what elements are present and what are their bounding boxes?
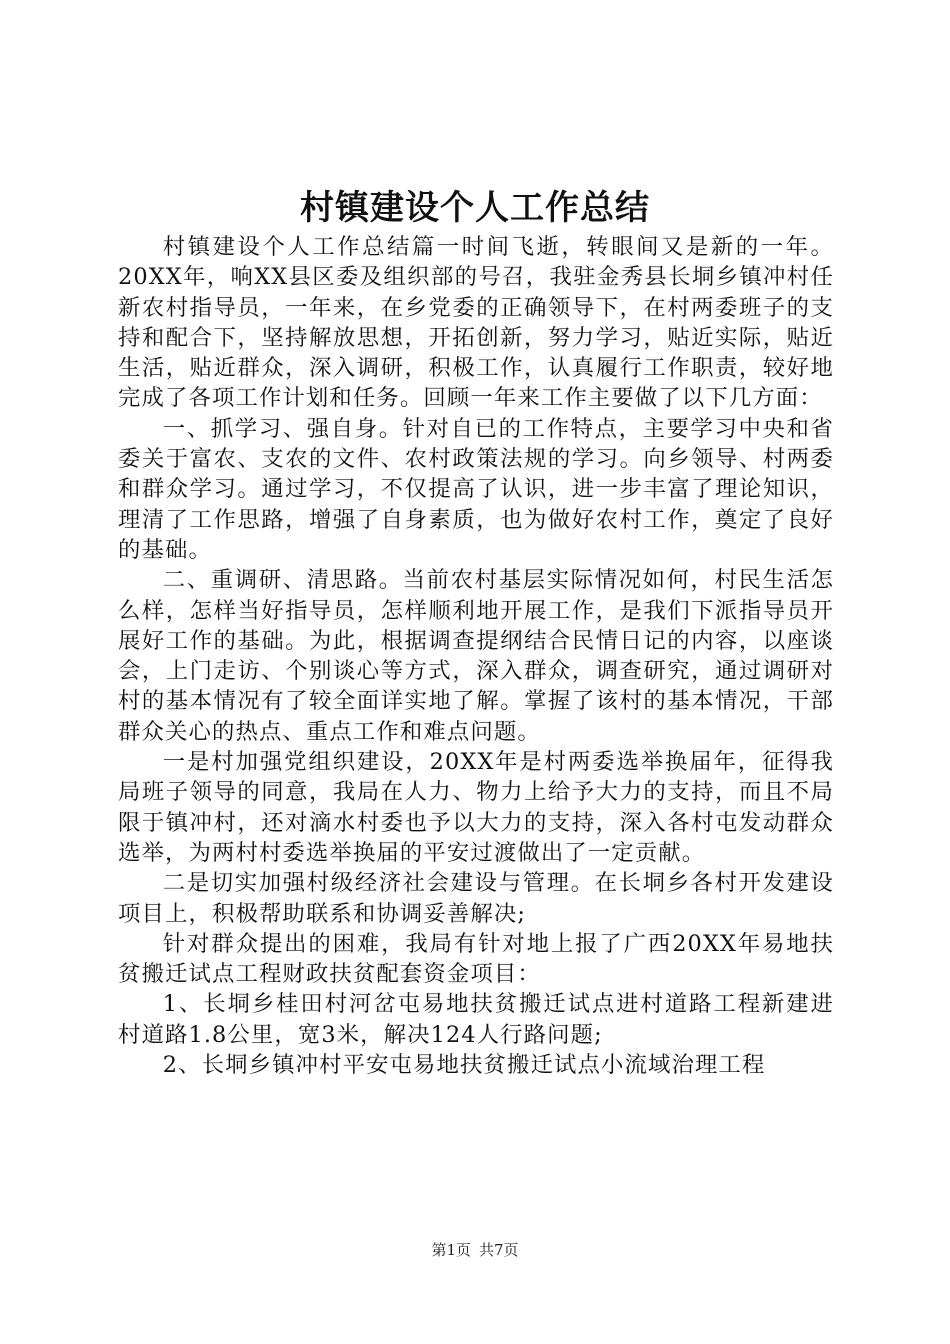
document-title: 村镇建设个人工作总结 bbox=[300, 188, 650, 228]
paragraph-party-building: 一是村加强党组织建设，20XX年是村两委选举换届年，征得我局班子领导的同意，我局在人力、物力上给予大力的支持，而且不局限于镇冲村，还对滴水村委也予以大力的支持，深入各村屯发动群众选举，为两村村委选举换届的平安过渡做出了一定贡献。 bbox=[118, 749, 834, 866]
page-number: 第1页 bbox=[431, 1241, 471, 1259]
paragraph-intro: 村镇建设个人工作总结篇一时间飞逝，转眼间又是新的一年。20XX年，响XX县区委及组织部的号召，我驻金秀县长垌乡镇冲村任新农村指导员，一年来，在乡党委的正确领导下，在村两委班子的支持和配合下，坚持解放思想，开拓创新，努力学习，贴近实际，贴近生活，贴近群众，深入调研，积极工作，认真履行工作职责，较好地完成了各项工作计划和任务。回顾一年来工作主要做了以下几方面： bbox=[118, 234, 834, 412]
paragraph-item-1: 1、长垌乡桂田村河岔屯易地扶贫搬迁试点进村道路工程新建进村道路1.8公里，宽3米，解决124人行路问题; bbox=[118, 991, 834, 1048]
page-footer bbox=[0, 1240, 950, 1260]
paragraph-poverty-project: 针对群众提出的困难，我局有针对地上报了广西20XX年易地扶贫搬迁试点工程财政扶贫配套资金项目： bbox=[118, 930, 834, 988]
paragraph-item-2: 2、长垌乡镇冲村平安屯易地扶贫搬迁试点小流域治理工程 bbox=[162, 1052, 766, 1079]
paragraph-study: 一、抓学习、强自身。针对自已的工作特点，主要学习中央和省委关于富农、支农的文件、农村政策法规的学习。向乡领导、村两委和群众学习。通过学习，不仅提高了认识，进一步丰富了理论知识，理清了工作思路，增强了自身素质，也为做好农村工作，奠定了良好的基础。 bbox=[118, 415, 834, 563]
paragraph-research: 二、重调研、清思路。当前农村基层实际情况如何，村民生活怎么样，怎样当好指导员，怎样顺利地开展工作，是我们下派指导员开展好工作的基础。为此，根据调查提纲结合民情日记的内容，以座谈会，上门走访、个别谈心等方式，深入群众，调查研究，通过调研对村的基本情况有了较全面详实地了解。掌握了该村的基本情况，干部群众关心的热点、重点工作和难点问题。 bbox=[118, 567, 834, 745]
page-total: 共7页 bbox=[479, 1241, 519, 1259]
document-body bbox=[118, 232, 834, 1080]
paragraph-economic-construction: 二是切实加强村级经济社会建设与管理。在长垌乡各村开发建设项目上，积极帮助联系和协调妥善解决; bbox=[118, 870, 834, 927]
